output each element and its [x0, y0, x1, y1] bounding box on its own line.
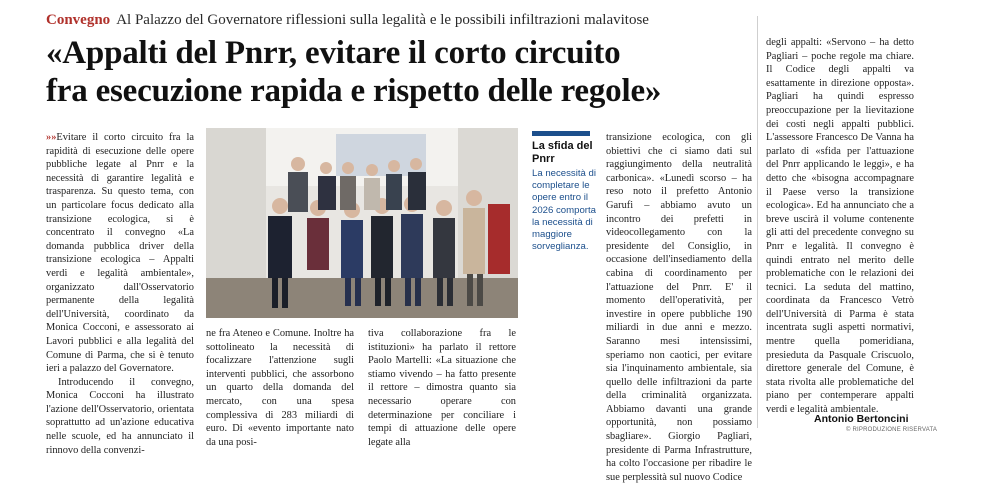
article-paragraph: transizione ecologica, con gli obiettivi che ci siamo dati sul raggiungimento della neutralità carbonica». «Lunedì scorso – ha reso noto il prefetto Antonio Garufi – abbiamo avuto un incontro dei prefetti in videocollegamento con la presidente del Consiglio, in occasione dell'insediamento della cabina di coordinamento per l'attuazione del Pnrr. E' il momento dell'operatività, per investire in opere pubbliche 190 miliardi in due anni e mezzo. Saranno mesi intensissimi, speriamo non caotici, per evitare sia l'inquinamento ambientale, sia quello delle infiltrazioni da parte della criminalità organizzata. Abbiamo davanti una grande opportunità, non possiamo sbagliare». Giorgio Pagliari, presidente di Parma Infrastrutture, ha colto l'occasione per ribadire le sue perplessità sul nuovo Codice	[606, 132, 752, 483]
section-tag: Convegno	[46, 12, 111, 28]
article-column-1	[46, 131, 194, 457]
author-byline: Antonio Bertoncini	[814, 413, 909, 425]
sidebar-title: La sfida del Pnrr	[532, 140, 593, 165]
article-paragraph: tiva collaborazione fra le istituzioni» ha parlato il rettore Paolo Martelli: «La situazione che stiamo vivendo – ha fatto presente il rettore – dimostra quanto sia necessario operare con determinazione per conciliare i tempi di attuazione delle opere legate alla	[368, 328, 516, 448]
article-paragraph: degli appalti: «Servono – ha detto Pagliari – poche regole ma chiare. Il Codice degli appalti va esattamente in direzione opposta». Pagliari ha quindi espresso preoccupazione per la lievitazione dei costi negli appalti pubblici. L'assessore Francesco De Vanna ha parlato di «sfida per l'attuazione del Pnrr applicando le leggi», e ha detto che «bisogna accompagnare il Paese verso la transizione ecologica». Ed ha annunciato che a breve uscirà il volume contenente gli atti del precedente convegno su Pnrr e legalità. Il convegno è quindi entrato nel merito delle problematiche con le relazioni dei tecnici. La seduta del mattino, coordinata da Francesco Vetrò dell'Università di Parma è stata incentrata sugli aspetti normativi, mentre quella pomeridiana, presieduta da Pasquale Criscuolo, direttore generale del Comune, è stata rivolta alle problematiche del piano per contemperare appalti verdi e legalità ambientale.	[766, 37, 914, 416]
article-column-5	[766, 36, 914, 417]
article-column-3	[368, 327, 516, 449]
sidebar-text: La necessità di completare le opere entro il 2026 comporta la necessità di maggiore sorveglianza.	[532, 168, 596, 253]
sidebar-accent-bar	[532, 131, 590, 136]
article-paragraph: ne fra Ateneo e Comune. Inoltre ha sottolineato la necessità di focalizzare l'attenzione sugli interventi pubblici, che assorbono un quarto della domanda del mercato, con una spesa complessiva di 283 miliardi di euro. Di «evento importante nato da una posi-	[206, 328, 354, 448]
subheadline: Al Palazzo del Governatore riflessioni sulla legalità e le possibili infiltrazioni malavitose	[116, 12, 649, 28]
article-column-2	[206, 327, 354, 449]
headline-line-1: «Appalti del Pnrr, evitare il corto circuito	[46, 35, 621, 71]
copyright-notice: © RIPRODUZIONE RISERVATA	[846, 427, 938, 433]
kicker	[46, 10, 649, 30]
column-divider	[757, 16, 758, 428]
headline-line-2: fra esecuzione rapida e rispetto delle regole»	[46, 73, 662, 109]
article-column-4	[606, 131, 752, 484]
article-paragraph: »» Evitare il corto circuito fra la rapidità di esecuzione delle opere pubbliche legate al Pnrr e la necessità di garantire legalità e trasparenza. Su questo tema, con un particolare focus dedicato alla transizione ecologica, si è concentrato il convegno «La domanda pubblica driver della transizione ecologica – Appalti verdi e legalità ambientale», organizzato dall'Osservatorio permanente della legalità dell'Università, coordinato da Monica Cocconi, e assessorato ai Lavori pubblici e alla legalità del Comune di Parma, che si è tenuto ieri a palazzo del Governatore.	[46, 131, 194, 376]
article-photo	[206, 128, 518, 318]
headline	[46, 34, 766, 110]
article-paragraph: Introducendo il convegno, Monica Cocconi ha illustrato l'azione dell'Osservatorio, orientata soprattutto ad un'azione educativa nelle scuole, ed ha annunciato il rinnovo della convenzi-	[46, 376, 194, 456]
group-photo-image	[206, 128, 518, 318]
